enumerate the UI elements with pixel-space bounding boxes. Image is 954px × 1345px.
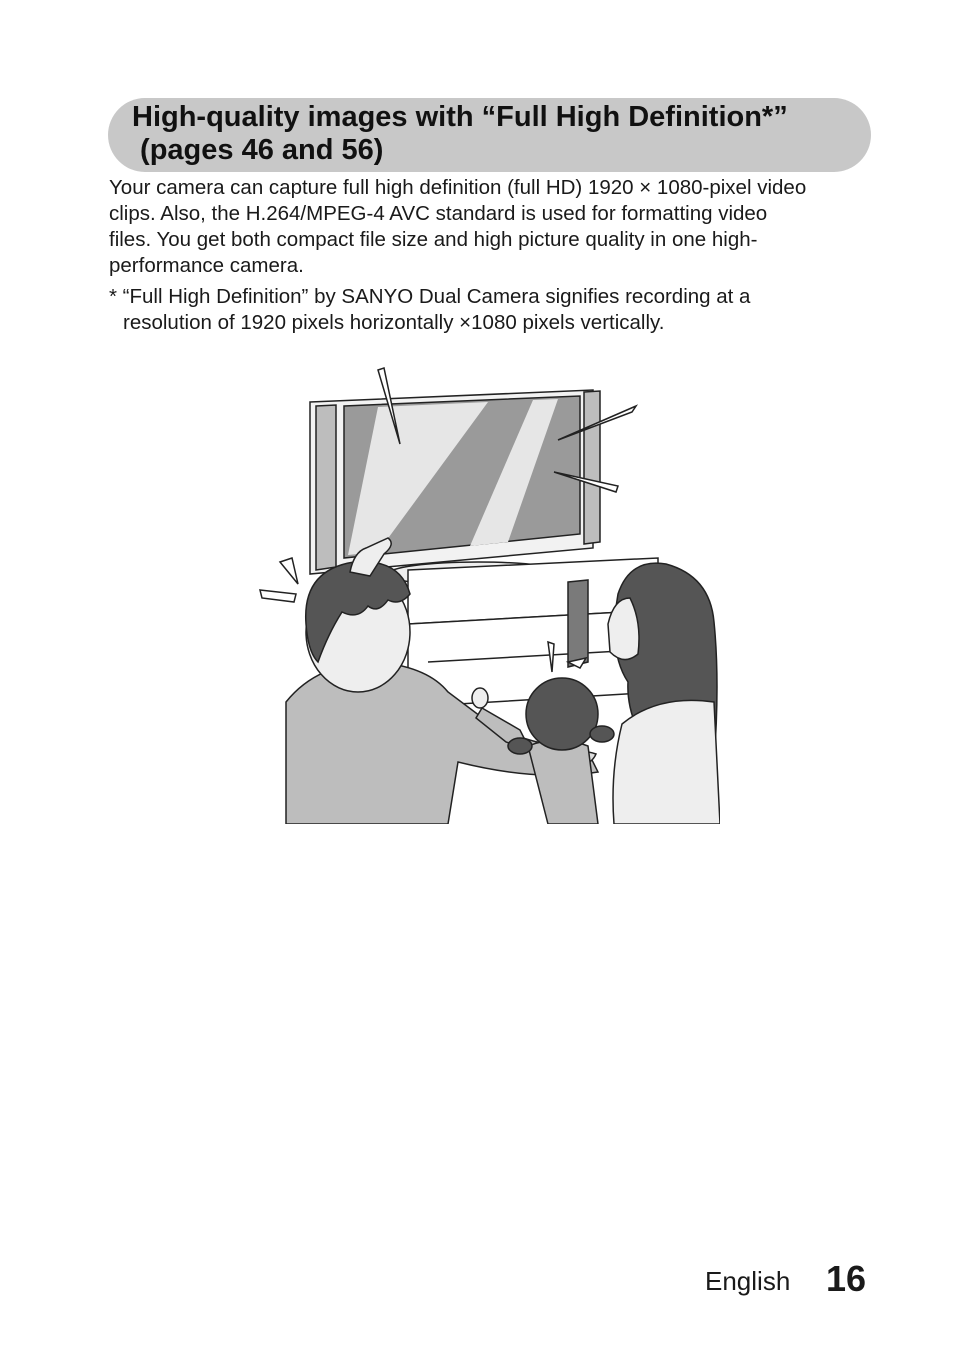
page-number: 16 bbox=[826, 1258, 867, 1299]
heading-line-1: High-quality images with “Full High Definition*” bbox=[132, 101, 788, 133]
footnote bbox=[109, 284, 879, 336]
heading-line-2: (pages 46 and 56) bbox=[132, 134, 384, 166]
footer-language: English bbox=[705, 1266, 791, 1296]
family-watching-tv-illustration bbox=[258, 362, 720, 824]
intro-line: clips. Also, the H.264/MPEG-4 AVC standard is used for formatting video bbox=[109, 202, 768, 225]
section-heading bbox=[132, 101, 788, 167]
intro-line: files. You get both compact file size and high picture quality in one high- bbox=[109, 228, 758, 251]
footnote-line-1: * “Full High Definition” by SANYO Dual Camera signifies recording at a bbox=[109, 285, 751, 308]
section-heading-bar bbox=[108, 98, 871, 172]
footnote-line-2: resolution of 1920 pixels horizontally ×1080 pixels vertically. bbox=[123, 311, 665, 334]
intro-paragraph bbox=[109, 175, 879, 279]
intro-line: Your camera can capture full high definition (full HD) 1920 × 1080-pixel video bbox=[109, 176, 807, 199]
intro-line: performance camera. bbox=[109, 254, 304, 277]
